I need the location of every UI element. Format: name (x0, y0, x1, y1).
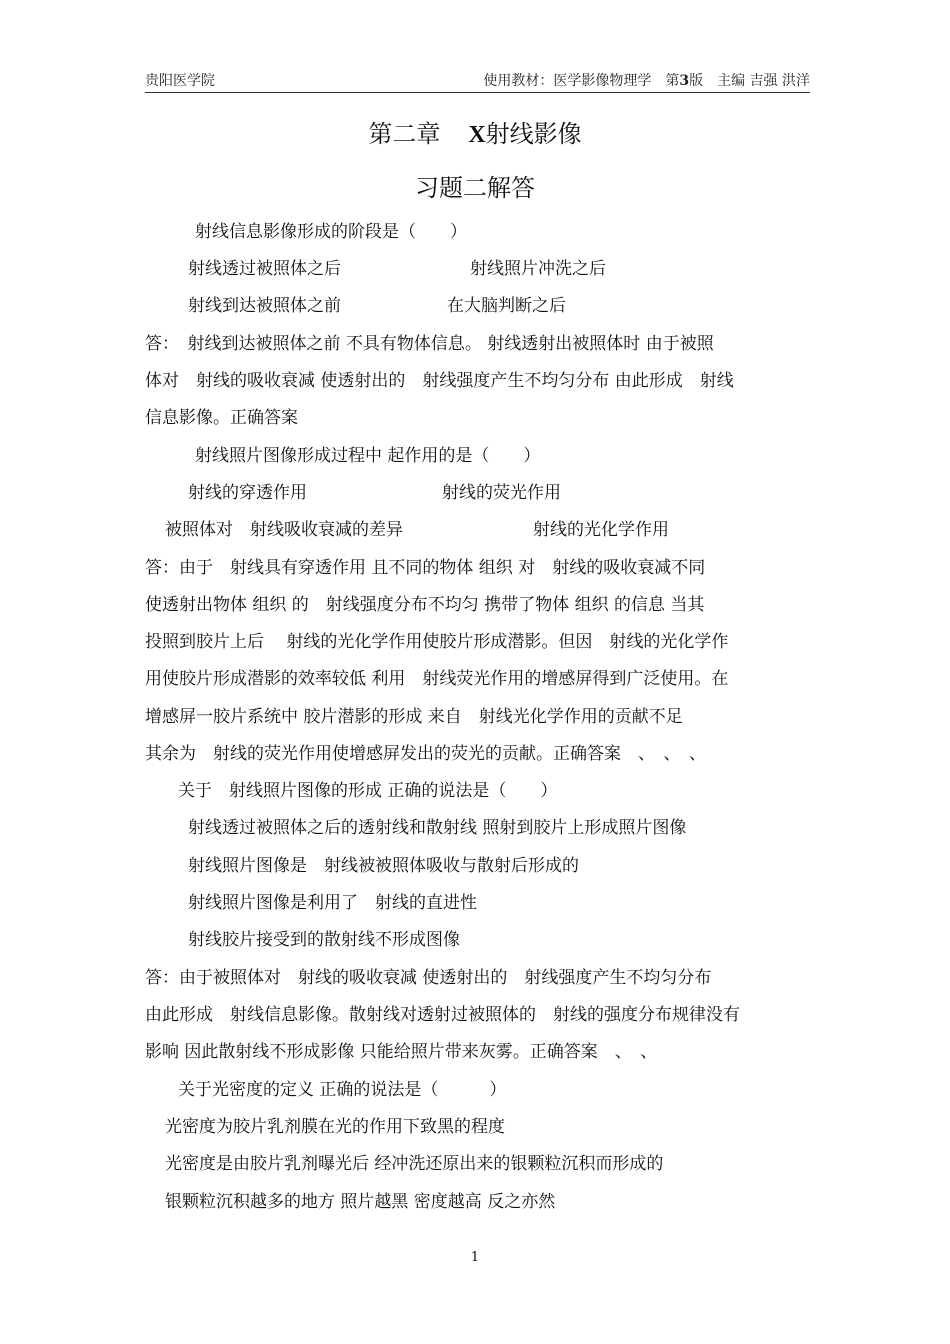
option-3d: 射线胶片接受到的散射线不形成图像 (188, 930, 460, 950)
answer-2-line-4: 用使胶片形成潜影的效率较低 利用 射线荧光作用的增感屏得到广泛使用。在 (145, 669, 729, 689)
header-editors: 主编 吉强 洪洋 (717, 73, 810, 89)
question-1: 射线信息影像形成的阶段是（ ） (195, 222, 467, 242)
option-3b: 射线照片图像是 射线被被照体吸收与散射后形成的 (188, 856, 579, 876)
answer-3-line-2: 由此形成 射线信息影像。散射线对透射过被照体的 射线的强度分布规律没有 (145, 1005, 740, 1025)
option-2a: 射线的穿透作用 (188, 483, 307, 503)
header-edition-num: 3 (679, 73, 690, 89)
option-1c: 射线到达被照体之前 (188, 296, 341, 316)
option-2b: 射线的荧光作用 (442, 483, 561, 503)
header-edition-post: 版 (689, 73, 704, 89)
question-2: 射线照片图像形成过程中 起作用的是（ ） (195, 446, 541, 466)
option-4c: 银颗粒沉积越多的地方 照片越黑 密度越高 反之亦然 (165, 1192, 556, 1212)
option-1b: 射线照片冲洗之后 (470, 259, 606, 279)
answer-3-line-1: 答：由于被照体对 射线的吸收衰减 使透射出的 射线强度产生不均匀分布 (145, 968, 712, 988)
option-4a: 光密度为胶片乳剂膜在光的作用下致黑的程度 (165, 1117, 505, 1137)
header-edition-pre: 第 (665, 73, 680, 89)
header-school: 贵阳医学院 (145, 73, 215, 89)
option-4b: 光密度是由胶片乳剂曝光后 经冲洗还原出来的银颗粒沉积而形成的 (165, 1154, 664, 1174)
answer-2-line-6: 其余为 射线的荧光作用使增感屏发出的荧光的贡献。正确答案 、 、 、 (145, 744, 706, 764)
page-header (145, 70, 810, 93)
chapter-title (0, 114, 950, 149)
chapter-topic-rest: 射线影像 (485, 120, 582, 148)
option-1a: 射线透过被照体之后 (188, 259, 341, 279)
section-subtitle: 习题二解答 (415, 174, 535, 202)
option-2c: 被照体对 射线吸收衰减的差异 (165, 520, 403, 540)
option-2d: 射线的光化学作用 (533, 520, 669, 540)
answer-1-line-2: 体对 射线的吸收衰减 使透射出的 射线强度产生不均匀分布 由此形成 射线 (145, 371, 734, 391)
answer-2-line-5: 增感屏一胶片系统中 胶片潜影的形成 来自 射线光化学作用的贡献不足 (145, 707, 683, 727)
option-1d: 在大脑判断之后 (447, 296, 566, 316)
page-number: 1 (470, 1250, 480, 1265)
answer-2-line-2: 使透射出物体 组织 的 射线强度分布不均匀 携带了物体 组织 的信息 当其 (145, 595, 705, 615)
option-3c: 射线照片图像是利用了 射线的直进性 (188, 893, 477, 913)
chapter-topic-x: X (468, 122, 486, 148)
answer-2-line-3: 投照到胶片上后 射线的光化学作用使胶片形成潜影。但因 射线的光化学作 (145, 632, 729, 652)
header-textbook: 使用教材：医学影像物理学 (483, 73, 652, 89)
question-3: 关于 射线照片图像的形成 正确的说法是（ ） (178, 781, 558, 801)
answer-1-line-3: 信息影像。正确答案 (145, 408, 298, 428)
answer-2-line-1: 答：由于 射线具有穿透作用 且不同的物体 组织 对 射线的吸收衰减不同 (145, 558, 706, 578)
answer-3-line-3: 影响 因此散射线不形成影像 只能给照片带来灰雾。正确答案 、 、 (145, 1042, 658, 1062)
header-textbook-info (483, 70, 810, 90)
chapter-number: 第二章 (368, 120, 441, 148)
option-3a: 射线透过被照体之后的透射线和散射线 照射到胶片上形成照片图像 (188, 818, 687, 838)
answer-1-line-1: 答： 射线到达被照体之前 不具有物体信息。 射线透射出被照体时 由于被照 (145, 334, 714, 354)
question-4: 关于光密度的定义 正确的说法是（ ） (178, 1080, 507, 1100)
